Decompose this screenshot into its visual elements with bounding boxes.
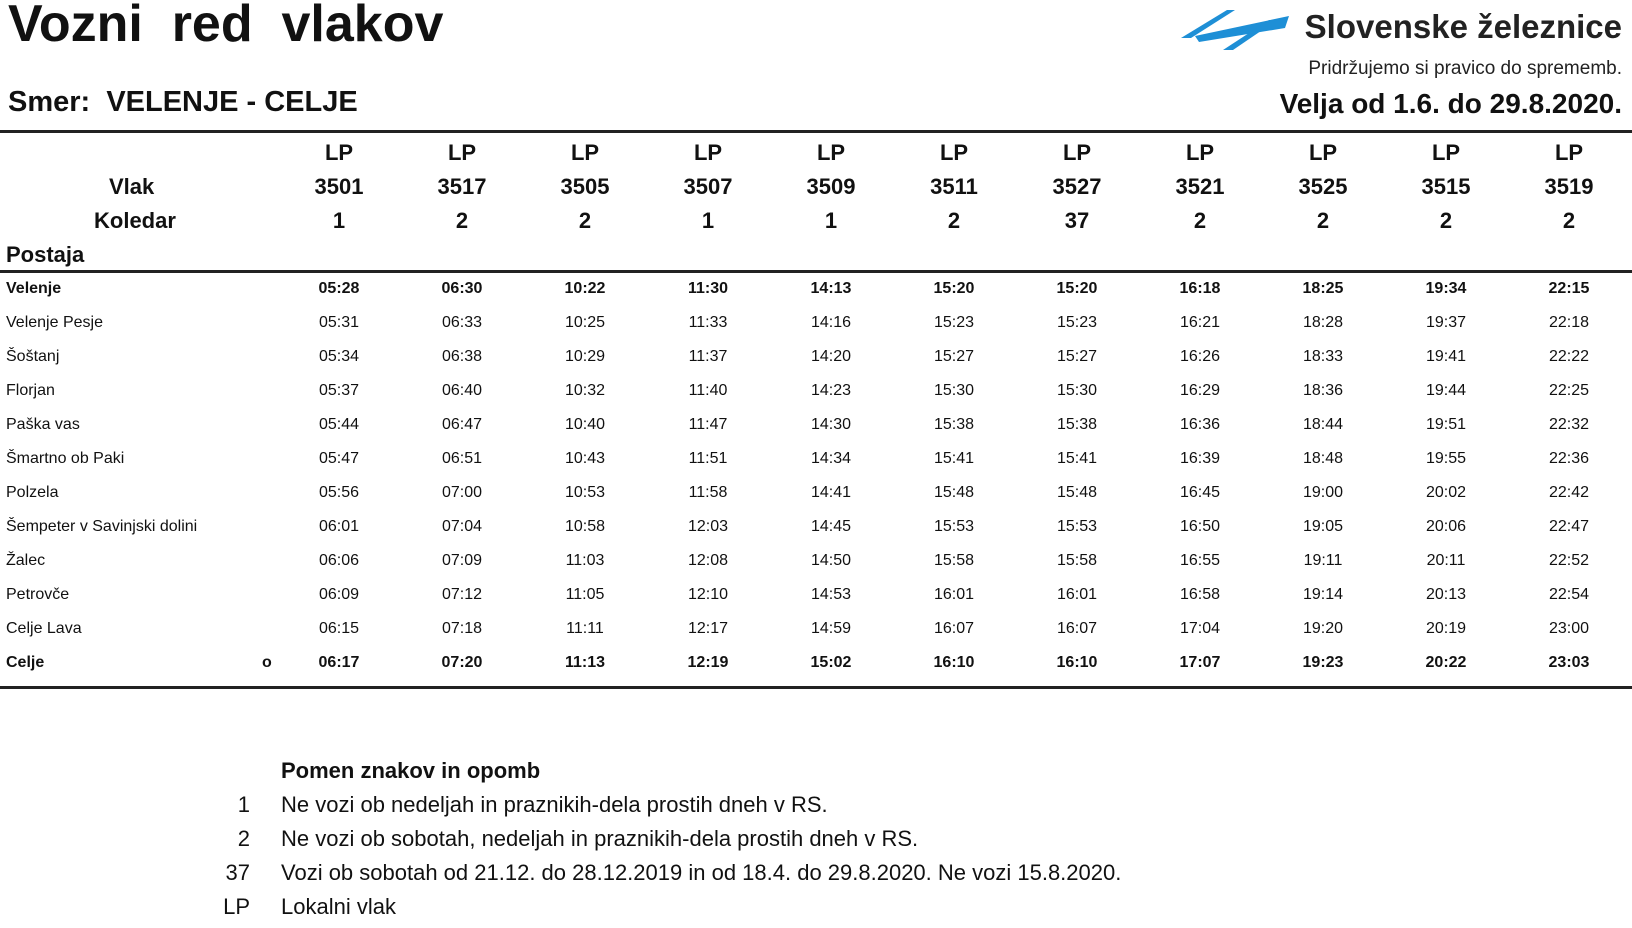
train-type: LP [570, 140, 600, 165]
departure-time: 11:11 [566, 620, 604, 637]
departure-time: 16:58 [1179, 586, 1221, 603]
departure-time: 15:30 [1056, 382, 1098, 399]
departure-time: 15:30 [933, 382, 975, 399]
departure-time: 19:44 [1425, 382, 1467, 399]
train-number: 3519 [1544, 174, 1594, 199]
departure-time: 10:53 [564, 484, 606, 501]
departure-time: 15:23 [933, 314, 975, 331]
train-type: LP [1308, 140, 1338, 165]
departure-time: 11:51 [688, 450, 728, 467]
departure-time: 16:01 [933, 586, 975, 603]
departure-time: 11:47 [688, 416, 728, 433]
legend-code: 1 [237, 792, 250, 817]
train-number: 3501 [314, 174, 364, 199]
departure-time: 16:01 [1056, 586, 1098, 603]
departure-time: 20:06 [1425, 518, 1467, 535]
legend-text: Ne vozi ob nedeljah in praznikih-dela prostih dneh v RS. [281, 792, 828, 817]
departure-time: 07:04 [441, 518, 483, 535]
departure-time: 22:15 [1548, 280, 1590, 297]
departure-time: 12:19 [687, 654, 729, 671]
departure-time: 19:34 [1425, 280, 1467, 297]
train-type: LP [693, 140, 723, 165]
departure-time: 18:33 [1302, 348, 1344, 365]
departure-time: 15:27 [1056, 348, 1098, 365]
legend-item [0, 894, 1100, 928]
legend-title: Pomen znakov in opomb [281, 758, 541, 783]
departure-time: 11:40 [688, 382, 728, 399]
train-type: LP [1062, 140, 1092, 165]
train-calendar: 2 [455, 208, 469, 233]
departure-time: 18:25 [1302, 280, 1344, 297]
departure-time: 06:17 [318, 654, 360, 671]
departure-time: 05:47 [318, 450, 360, 467]
train-type: LP [1554, 140, 1584, 165]
station-name: Velenje Pesje [6, 314, 103, 331]
departure-time: 15:41 [933, 450, 975, 467]
departure-time: 11:30 [687, 280, 729, 297]
departure-time: 06:38 [441, 348, 483, 365]
train-calendar: 2 [947, 208, 961, 233]
train-type: LP [324, 140, 354, 165]
table-row [0, 278, 1632, 312]
departure-time: 14:50 [810, 552, 852, 569]
departure-time: 19:23 [1302, 654, 1344, 671]
train-number: 3517 [437, 174, 487, 199]
departure-time: 07:18 [441, 620, 483, 637]
departure-time: 15:27 [933, 348, 975, 365]
train-number-row [0, 170, 1632, 204]
departure-time: 12:17 [687, 620, 729, 637]
departure-time: 07:09 [441, 552, 483, 569]
calendar-row [0, 204, 1632, 238]
departure-time: 11:03 [565, 552, 605, 569]
departure-time: 23:00 [1548, 620, 1590, 637]
departure-time: 07:12 [441, 586, 483, 603]
departure-time: 22:54 [1548, 586, 1590, 603]
legend-code: 37 [225, 860, 250, 885]
departure-time: 16:50 [1179, 518, 1221, 535]
table-row [0, 312, 1632, 346]
train-calendar: 2 [1316, 208, 1330, 233]
departure-time: 23:03 [1548, 654, 1590, 671]
train-calendar: 2 [1439, 208, 1453, 233]
table-row [0, 516, 1632, 550]
table-row [0, 618, 1632, 652]
disclaimer: Pridržujemo si pravico do sprememb. [1308, 58, 1622, 79]
departure-time: 14:30 [810, 416, 852, 433]
legend-text: Lokalni vlak [281, 894, 396, 919]
train-type: LP [816, 140, 846, 165]
departure-time: 05:34 [318, 348, 360, 365]
departure-time: 16:07 [1056, 620, 1098, 637]
departure-time: 16:10 [933, 654, 975, 671]
timetable-body [0, 278, 1632, 686]
departure-time: 05:31 [318, 314, 360, 331]
page-title: Vozni red vlakov [8, 0, 444, 53]
calendar-label: Koledar [94, 208, 176, 233]
departure-time: 18:36 [1302, 382, 1344, 399]
departure-time: 22:25 [1548, 382, 1590, 399]
validity-period: Velja od 1.6. do 29.8.2020. [1279, 88, 1622, 119]
train-number: 3525 [1298, 174, 1348, 199]
legend-item [0, 792, 1100, 826]
departure-time: 17:07 [1179, 654, 1221, 671]
train-number: 3515 [1421, 174, 1471, 199]
departure-time: 06:06 [318, 552, 360, 569]
departure-time: 15:20 [1056, 280, 1098, 297]
departure-time: 14:13 [810, 280, 852, 297]
departure-time: 10:43 [564, 450, 606, 467]
departure-time: 22:36 [1548, 450, 1590, 467]
station-name: Paška vas [6, 416, 80, 433]
departure-time: 20:11 [1426, 552, 1466, 569]
legend-code: LP [223, 894, 250, 919]
departure-time: 22:52 [1548, 552, 1590, 569]
train-calendar: 2 [1193, 208, 1207, 233]
departure-time: 15:48 [1056, 484, 1098, 501]
departure-time: 14:34 [810, 450, 852, 467]
station-name: Velenje [6, 280, 62, 297]
departure-time: 05:28 [318, 280, 360, 297]
station-name: Šempeter v Savinjski dolini [6, 518, 198, 535]
top-divider [0, 130, 1632, 133]
station-name: Žalec [6, 552, 46, 569]
legend-item [0, 826, 1100, 860]
departure-time: 18:28 [1302, 314, 1344, 331]
bottom-divider [0, 686, 1632, 689]
departure-time: 16:36 [1179, 416, 1221, 433]
departure-time: 10:40 [564, 416, 606, 433]
train-number: 3509 [806, 174, 856, 199]
station-name: Šoštanj [6, 348, 60, 365]
train-number: 3505 [560, 174, 610, 199]
departure-time: 22:47 [1548, 518, 1590, 535]
departure-time: 20:22 [1425, 654, 1467, 671]
departure-time: 14:45 [810, 518, 852, 535]
legend-text: Vozi ob sobotah od 21.12. do 28.12.2019 in od 18.4. do 29.8.2020. Ne vozi 15.8.2020. [281, 860, 1122, 885]
departure-time: 11:37 [688, 348, 728, 365]
departure-time: 16:29 [1179, 382, 1221, 399]
header-divider [0, 270, 1632, 273]
departure-time: 06:09 [318, 586, 360, 603]
departure-time: 22:32 [1548, 416, 1590, 433]
train-calendar: 2 [1562, 208, 1576, 233]
departure-time: 10:29 [564, 348, 606, 365]
departure-time: 14:20 [810, 348, 852, 365]
train-type-row [0, 136, 1632, 170]
departure-time: 20:02 [1425, 484, 1467, 501]
departure-time: 05:44 [318, 416, 360, 433]
departure-time: 18:48 [1302, 450, 1344, 467]
table-row [0, 652, 1632, 686]
departure-time: 19:41 [1425, 348, 1467, 365]
departure-time: 14:53 [810, 586, 852, 603]
departure-time: 11:33 [688, 314, 728, 331]
departure-time: 16:21 [1179, 314, 1221, 331]
departure-time: 19:55 [1425, 450, 1467, 467]
departure-time: 14:41 [810, 484, 852, 501]
departure-time: 16:26 [1179, 348, 1221, 365]
station-name: Petrovče [6, 586, 70, 603]
departure-time: 10:58 [564, 518, 606, 535]
train-calendar: 1 [824, 208, 838, 233]
departure-time: 15:41 [1056, 450, 1098, 467]
departure-time: 22:18 [1548, 314, 1590, 331]
departure-time: 12:10 [687, 586, 729, 603]
departure-time: 15:38 [933, 416, 975, 433]
departure-time: 15:53 [1056, 518, 1098, 535]
brand-name: Slovenske železnice [1304, 8, 1622, 45]
departure-time: 06:40 [441, 382, 483, 399]
departure-time: 06:51 [441, 450, 483, 467]
departure-time: 15:23 [1056, 314, 1098, 331]
departure-time: 16:39 [1179, 450, 1221, 467]
table-row [0, 550, 1632, 584]
departure-time: 20:13 [1425, 586, 1467, 603]
train-calendar: 1 [332, 208, 346, 233]
departure-time: 19:05 [1302, 518, 1344, 535]
departure-time: 20:19 [1425, 620, 1467, 637]
departure-time: 07:20 [441, 654, 483, 671]
departure-time: 15:20 [933, 280, 975, 297]
departure-time: 19:11 [1303, 552, 1343, 569]
table-row [0, 584, 1632, 618]
departure-time: 16:07 [933, 620, 975, 637]
departure-time: 12:03 [687, 518, 729, 535]
departure-time: 14:59 [810, 620, 852, 637]
legend-item [0, 860, 1122, 894]
departure-time: 07:00 [441, 484, 483, 501]
route-direction: Smer: VELENJE - CELJE [8, 86, 358, 118]
station-name: Šmartno ob Paki [6, 450, 125, 467]
table-row [0, 414, 1632, 448]
departure-time: 22:42 [1548, 484, 1590, 501]
departure-time: 06:30 [441, 280, 483, 297]
departure-time: 19:00 [1302, 484, 1344, 501]
departure-time: 15:58 [933, 552, 975, 569]
train-calendar: 37 [1064, 208, 1090, 233]
departure-time: 06:01 [318, 518, 360, 535]
departure-time: 15:38 [1056, 416, 1098, 433]
departure-time: 15:48 [933, 484, 975, 501]
station-header-row [0, 238, 1632, 272]
table-row [0, 448, 1632, 482]
departure-time: 16:18 [1179, 280, 1221, 297]
train-calendar: 1 [701, 208, 715, 233]
departure-time: 06:33 [441, 314, 483, 331]
station-name: Polzela [6, 484, 59, 501]
departure-time: 15:53 [933, 518, 975, 535]
departure-time: 16:55 [1179, 552, 1221, 569]
departure-time: 15:02 [810, 654, 852, 671]
arrival-mark: o [262, 654, 272, 671]
departure-time: 17:04 [1179, 620, 1221, 637]
table-row [0, 482, 1632, 516]
departure-time: 12:08 [687, 552, 729, 569]
train-type: LP [939, 140, 969, 165]
departure-time: 10:22 [564, 280, 606, 297]
legend-text: Ne vozi ob sobotah, nedeljah in praznikih-dela prostih dneh v RS. [281, 826, 919, 851]
departure-time: 06:15 [318, 620, 360, 637]
railway-logo-icon [1177, 2, 1297, 52]
station-label: Postaja [6, 242, 85, 267]
departure-time: 16:45 [1179, 484, 1221, 501]
departure-time: 10:32 [564, 382, 606, 399]
departure-time: 15:58 [1056, 552, 1098, 569]
train-number: 3521 [1175, 174, 1225, 199]
departure-time: 19:37 [1425, 314, 1467, 331]
station-name: Florjan [6, 382, 55, 399]
train-type: LP [1185, 140, 1215, 165]
timetable [0, 136, 1632, 272]
departure-time: 05:56 [318, 484, 360, 501]
train-number: 3527 [1052, 174, 1102, 199]
departure-time: 19:20 [1302, 620, 1344, 637]
departure-time: 11:13 [564, 654, 606, 671]
table-row [0, 346, 1632, 380]
departure-time: 14:16 [810, 314, 852, 331]
station-name: Celje [6, 654, 45, 671]
legend-code: 2 [237, 826, 250, 851]
departure-time: 14:23 [810, 382, 852, 399]
train-number: 3511 [930, 174, 978, 199]
departure-time: 11:58 [688, 484, 728, 501]
departure-time: 11:05 [565, 586, 605, 603]
departure-time: 06:47 [441, 416, 483, 433]
departure-time: 10:25 [564, 314, 606, 331]
train-type: LP [447, 140, 477, 165]
station-name: Celje Lava [6, 620, 82, 637]
departure-time: 05:37 [318, 382, 360, 399]
train-calendar: 2 [578, 208, 592, 233]
brand-logo [1177, 2, 1622, 52]
departure-time: 19:14 [1302, 586, 1344, 603]
table-row [0, 380, 1632, 414]
departure-time: 18:44 [1302, 416, 1344, 433]
departure-time: 16:10 [1056, 654, 1098, 671]
train-type: LP [1431, 140, 1461, 165]
departure-time: 22:22 [1548, 348, 1590, 365]
departure-time: 19:51 [1425, 416, 1467, 433]
train-label: Vlak [109, 174, 155, 199]
train-number: 3507 [683, 174, 733, 199]
